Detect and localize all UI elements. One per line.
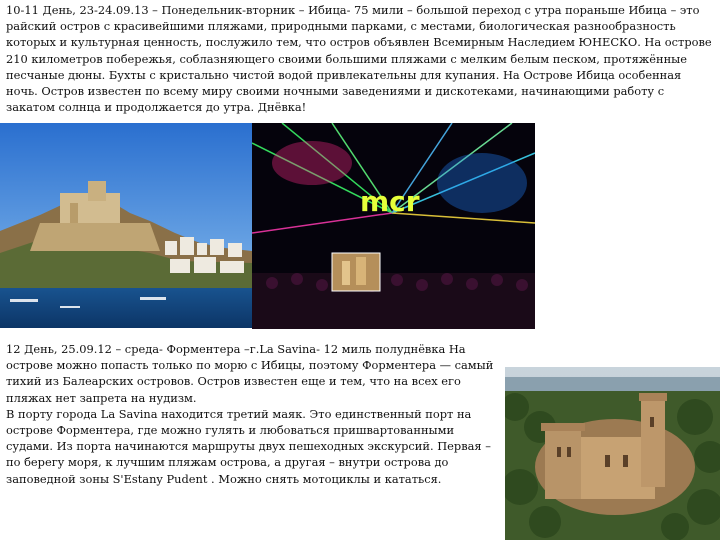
ibiza-town-photo bbox=[0, 123, 252, 328]
day-10-11-description: 10-11 День, 23-24.09.13 – Понедельник-вторник – Ибица- 75 мили – большой переход с утра пораньше Ибица – это райский остров с красивейшими пляжами, природными парками, с местами, биологическая разнообразность которых и культурная ценность, послужило тем, что остров объявлен Всемирным Наследием ЮНЕСКО. На острове 210 километров побережья, соблазняющего своими большими пляжами с мелким белым песком, протяжённые песчаные дюны. Бухты с кристально чистой водой привлекательны для купания. На Острове Ибица особенная ночь. Остров известен по всему миру своими ночными заведениями и дискотеками, начинающими работу с закатом солнца и продолжается до утра. Днёвка! bbox=[6, 3, 712, 115]
day-12-paragraph-2: В порту города La Savina находится третий маяк. Это единственный порт на острове Форментера, где можно гулять и любоваться пришвартованными судами. Из порта начинаются маршруты двух пешеходных экскурсий. Первая – по берегу моря, к лучшим пляжам острова, а другая – внутри острова до заповедной зоны S'Estany Pudent . Можно снять мотоциклы и кататься. bbox=[6, 406, 491, 486]
nightclub-photo bbox=[252, 123, 535, 329]
day-12-description bbox=[6, 341, 503, 487]
bellver-castle-photo bbox=[505, 367, 720, 540]
club-sign: mcr bbox=[360, 185, 420, 218]
day-12-paragraph-1: 12 День, 25.09.12 – среда- Форментера –г.La Savina- 12 миль полуднёвка На острове можно попасть только по морю с Ибицы, поэтому Форментера — самый тихий из Балеарских островов. Остров известен еще и тем, что на всех его пляжах нет запрета на нудизм. bbox=[6, 342, 494, 405]
